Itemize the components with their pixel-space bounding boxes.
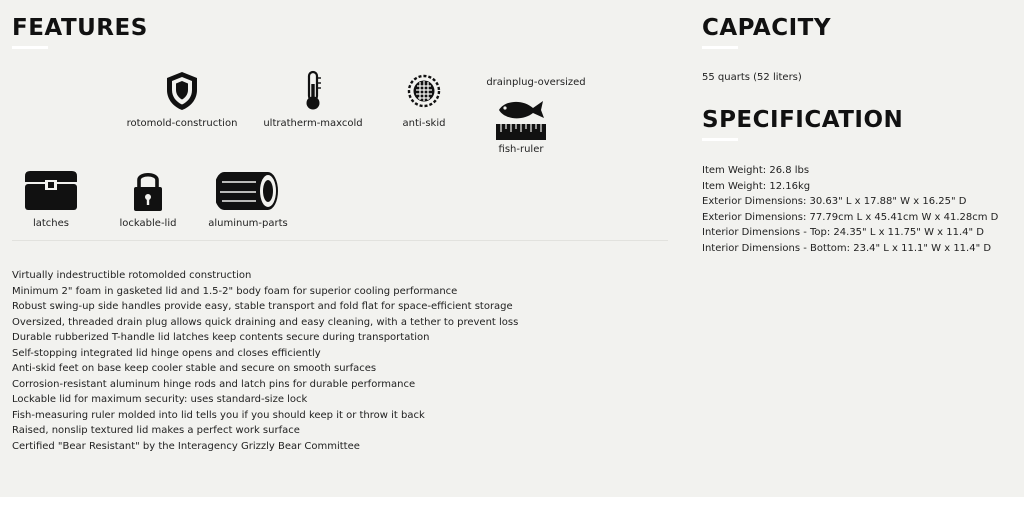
spec-item: Interior Dimensions - Bottom: 23.4" L x 11.1" W x 11.4" D	[702, 242, 992, 254]
thermometer-icon	[294, 70, 332, 112]
specification-list	[702, 163, 998, 256]
aluminum-rod-icon	[216, 168, 280, 212]
feature-drainplug-oversized	[476, 70, 596, 88]
shield-icon	[163, 70, 201, 112]
specification-heading: SPECIFICATION	[702, 107, 904, 133]
feature-latches	[18, 168, 84, 229]
feature-label: latches	[32, 218, 70, 229]
bottom-band	[0, 497, 1024, 505]
list-item: Durable rubberized T-handle lid latches keep contents secure during transportation	[12, 332, 430, 343]
feature-ultratherm-maxcold	[253, 70, 373, 129]
feature-fish-ruler	[486, 96, 556, 155]
features-heading: FEATURES	[12, 15, 148, 41]
feature-label: anti-skid	[402, 118, 446, 129]
spec-item: Exterior Dimensions: 77.79cm L x 45.41cm W x 41.28cm D	[702, 211, 999, 223]
cooler-chest-icon	[21, 168, 81, 212]
padlock-icon	[128, 168, 168, 212]
feature-label: drainplug-oversized	[486, 77, 586, 88]
anti-skid-icon	[405, 70, 443, 112]
spec-item: Exterior Dimensions: 30.63" L x 17.88" W x 16.25" D	[702, 196, 967, 207]
capacity-value: 55 quarts (52 liters)	[702, 72, 802, 83]
features-list	[12, 268, 518, 454]
feature-aluminum-parts	[200, 168, 296, 229]
feature-anti-skid	[374, 70, 474, 129]
feature-lockable-lid	[112, 168, 184, 229]
list-item: Certified "Bear Resistant" by the Interagency Grizzly Bear Committee	[12, 440, 360, 452]
list-item: Minimum 2" foam in gasketed lid and 1.5-2" body foam for superior cooling performance	[12, 285, 458, 297]
list-item: Self-stopping integrated lid hinge opens and closes efficiently	[12, 347, 321, 359]
feature-label: lockable-lid	[119, 218, 177, 229]
features-heading-underline	[12, 46, 48, 49]
feature-label: aluminum-parts	[208, 218, 288, 229]
spec-item: Item Weight: 12.16kg	[702, 180, 811, 192]
spec-item: Interior Dimensions - Top: 24.35" L x 11.75" W x 11.4" D	[702, 227, 984, 238]
feature-rotomold-construction	[122, 70, 242, 129]
fish-ruler-icon	[493, 96, 549, 142]
spec-item: Item Weight: 26.8 lbs	[702, 165, 810, 176]
list-item: Oversized, threaded drain plug allows quick draining and easy cleaning, with a tether to prevent loss	[12, 316, 519, 328]
capacity-heading-underline	[702, 46, 738, 49]
specification-heading-underline	[702, 138, 738, 141]
list-item: Virtually indestructible rotomolded construction	[12, 270, 252, 281]
list-item: Raised, nonslip textured lid makes a perfect work surface	[12, 425, 300, 436]
capacity-heading: CAPACITY	[702, 15, 832, 41]
feature-label: rotomold-construction	[126, 118, 238, 129]
list-item: Robust swing-up side handles provide easy, stable transport and fold flat for space-efficient storage	[12, 301, 513, 312]
list-item: Fish-measuring ruler molded into lid tells you if you should keep it or throw it back	[12, 409, 425, 421]
list-item: Lockable lid for maximum security: uses standard-size lock	[12, 394, 308, 405]
feature-label: fish-ruler	[498, 144, 544, 155]
section-divider	[12, 240, 668, 241]
list-item: Anti-skid feet on base keep cooler stable and secure on smooth surfaces	[12, 363, 377, 374]
feature-label: ultratherm-maxcold	[263, 118, 363, 129]
list-item: Corrosion-resistant aluminum hinge rods and latch pins for durable performance	[12, 378, 416, 390]
